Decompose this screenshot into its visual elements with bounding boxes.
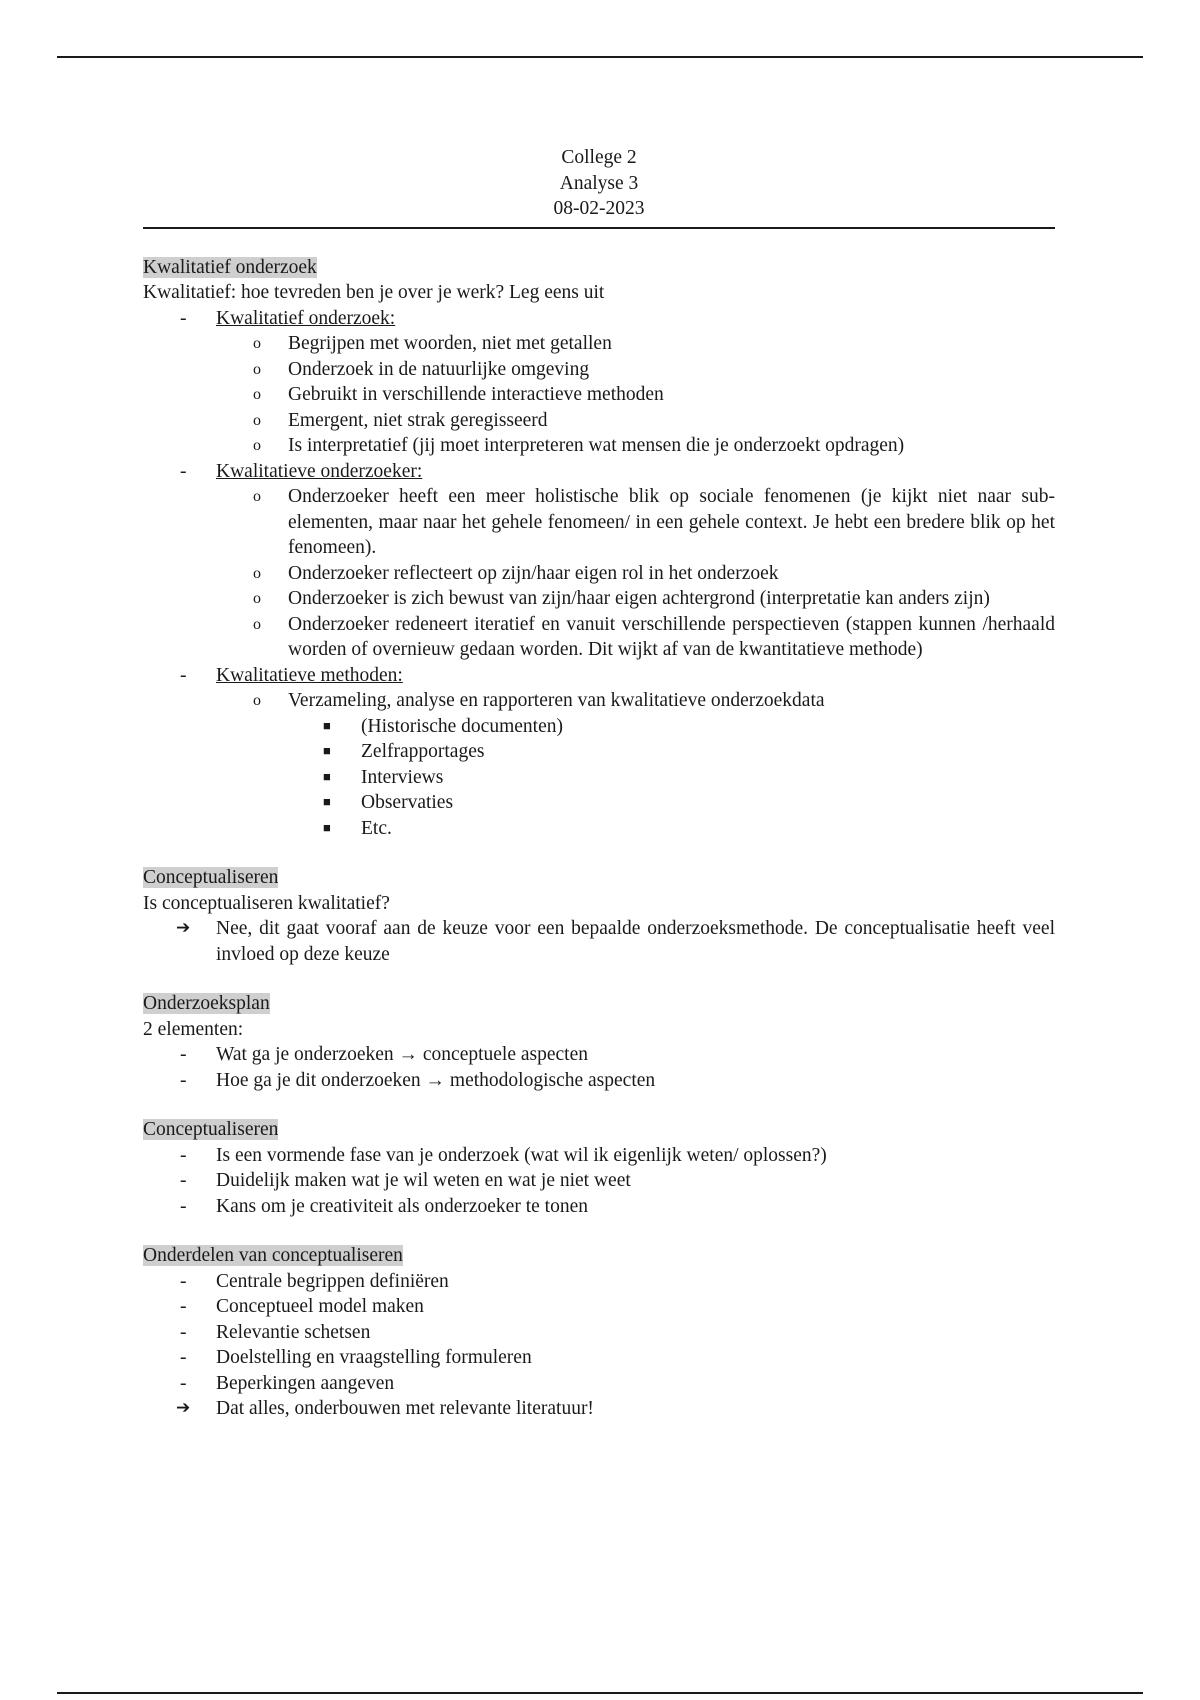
circle-bullet-icon: o (253, 615, 261, 633)
arrow-item: ➔ Nee, dit gaat vooraf aan de keuze voor een bepaalde onderzoeksmethode. De conceptualisatie heeft veel invloed op deze keuze (176, 918, 1055, 965)
section-heading: Conceptualiseren (143, 1119, 279, 1140)
list-item: o Begrijpen met woorden, niet met getallen (143, 331, 1055, 357)
dash-bullet: - (180, 460, 187, 482)
lecture-date: 08-02-2023 (553, 198, 645, 219)
dash-item: - Wat ga je onderzoeken → conceptuele aspecten (143, 1042, 1055, 1068)
dash-bullet: - (180, 1069, 187, 1091)
dash-item: - Relevantie schetsen (143, 1320, 1055, 1346)
dash-bullet: - (180, 1372, 187, 1394)
list-item: o Onderzoeker reflecteert op zijn/haar eigen rol in het onderzoek (143, 561, 1055, 587)
list-item: o Verzameling, analyse en rapporteren van kwalitatieve onderzoekdata (143, 688, 1055, 714)
dash-item: - Conceptueel model maken (143, 1294, 1055, 1320)
dash-bullet: - (180, 664, 187, 686)
section-heading: Onderdelen van conceptualiseren (143, 1245, 403, 1266)
section-question: Is conceptualiseren kwalitatief? (143, 892, 390, 914)
section-kwalitatief-onderzoek (143, 255, 1055, 842)
section-onderzoeksplan (143, 991, 1055, 1093)
dash-item: - Is een vormende fase van je onderzoek (wat wil ik eigenlijk weten/ oplossen?) (143, 1143, 1055, 1169)
circle-bullet-icon: o (253, 360, 261, 378)
sub-list-item: ■ Etc. (323, 817, 392, 839)
document-body (143, 145, 1055, 1422)
circle-bullet-icon: o (253, 335, 261, 352)
square-bullet-icon: ■ (323, 717, 331, 733)
dash-bullet: - (180, 1296, 187, 1317)
square-bullet-icon: ■ (323, 768, 331, 784)
dash-bullet: - (180, 1044, 187, 1065)
section-onderdelen (143, 1243, 1055, 1422)
dash-bullet: - (180, 1321, 187, 1343)
dash-item (143, 663, 1055, 689)
course-title: College 2 (561, 147, 637, 168)
dash-bullet: - (180, 1144, 187, 1166)
dash-item: - Duidelijk maken wat je wil weten en wat je niet weet (143, 1168, 1055, 1194)
dash-item: - Hoe ga je dit onderzoeken → methodologische aspecten (143, 1068, 1055, 1094)
dash-bullet: - (180, 1347, 187, 1368)
section-intro: 2 elementen: (143, 1018, 244, 1040)
section-conceptualiseren-intro (143, 865, 1055, 967)
arrow-item: ➔ Dat alles, onderbouwen met relevante literatuur! (143, 1396, 1055, 1422)
page-bottom-rule (57, 1692, 1143, 1694)
list-item: o Onderzoek in de natuurlijke omgeving (143, 357, 1055, 383)
list-item: o Onderzoeker redeneert iteratief en vanuit verschillende perspectieven (stappen kunnen /herhaald worden of overnieuw gedaan worden. Dit wijkt af van de kwantitatieve methode) (253, 613, 1055, 660)
list-item: o Emergent, niet strak geregisseerd (143, 408, 1055, 434)
spacer (143, 967, 1055, 991)
spacer (143, 841, 1055, 865)
list-item: o Gebruikt in verschillende interactieve methoden (143, 382, 1055, 408)
subheading: Kwalitatieve methoden: (216, 664, 403, 686)
square-bullet-icon: ■ (323, 819, 331, 835)
square-bullet-icon: ■ (323, 743, 331, 758)
arrow-right-icon: ➔ (176, 1398, 191, 1418)
dash-item: - Kans om je creativiteit als onderzoeker te tonen (143, 1194, 1055, 1220)
course-subtitle: Analyse 3 (559, 172, 639, 194)
list-item: o Is interpretatief (jij moet interpreteren wat mensen die je onderzoekt opdragen) (143, 433, 1055, 459)
subheading: Kwalitatief onderzoek: (216, 307, 396, 329)
dash-bullet: - (180, 1170, 187, 1191)
header-rule (143, 227, 1055, 229)
subheading: Kwalitatieve onderzoeker: (216, 460, 423, 482)
section-heading: Onderzoeksplan (143, 993, 270, 1014)
dash-item: - Beperkingen aangeven (143, 1371, 1055, 1397)
list-item: o Onderzoeker is zich bewust van zijn/haar eigen achtergrond (interpretatie kan anders zijn) (143, 586, 1055, 612)
circle-bullet-icon: o (253, 564, 261, 582)
sub-list-item: ■ Observaties (323, 792, 454, 813)
dash-item: - Centrale begrippen definiëren (143, 1269, 1055, 1295)
circle-bullet-icon: o (253, 590, 261, 607)
sub-list-item: ■ Zelfrapportages (323, 741, 485, 762)
arrow-right-icon: ➔ (176, 918, 191, 938)
circle-bullet-icon: o (253, 488, 261, 505)
circle-bullet-icon: o (253, 386, 261, 403)
page-top-rule (57, 56, 1143, 58)
section-intro: Kwalitatief: hoe tevreden ben je over je werk? Leg eens uit (143, 282, 605, 303)
circle-bullet-icon: o (253, 437, 261, 454)
dash-bullet: - (180, 307, 187, 329)
dash-item (143, 306, 1055, 332)
list-item: o Onderzoeker heeft een meer holistische blik op sociale fenomenen (je kijkt niet naar sub-elementen, maar naar het gehele fenomeen/ in een gehele context. Je hebt een bredere blik op het fenomeen). (253, 486, 1055, 558)
document-header (143, 145, 1055, 222)
dash-bullet: - (180, 1270, 187, 1292)
dash-bullet: - (180, 1195, 187, 1217)
dash-item (143, 459, 1055, 485)
section-conceptualiseren (143, 1117, 1055, 1219)
sub-list-item: ■ (Historische documenten) (323, 715, 563, 737)
circle-bullet-icon: o (253, 692, 261, 709)
dash-item: - Doelstelling en vraagstelling formuleren (143, 1345, 1055, 1371)
section-heading: Kwalitatief onderzoek (143, 256, 317, 278)
spacer (143, 1219, 1055, 1243)
section-heading: Conceptualiseren (143, 867, 279, 888)
square-bullet-icon: ■ (323, 794, 331, 809)
sub-list-item: ■ Interviews (323, 766, 444, 788)
circle-bullet-icon: o (253, 411, 261, 429)
spacer (143, 1093, 1055, 1117)
